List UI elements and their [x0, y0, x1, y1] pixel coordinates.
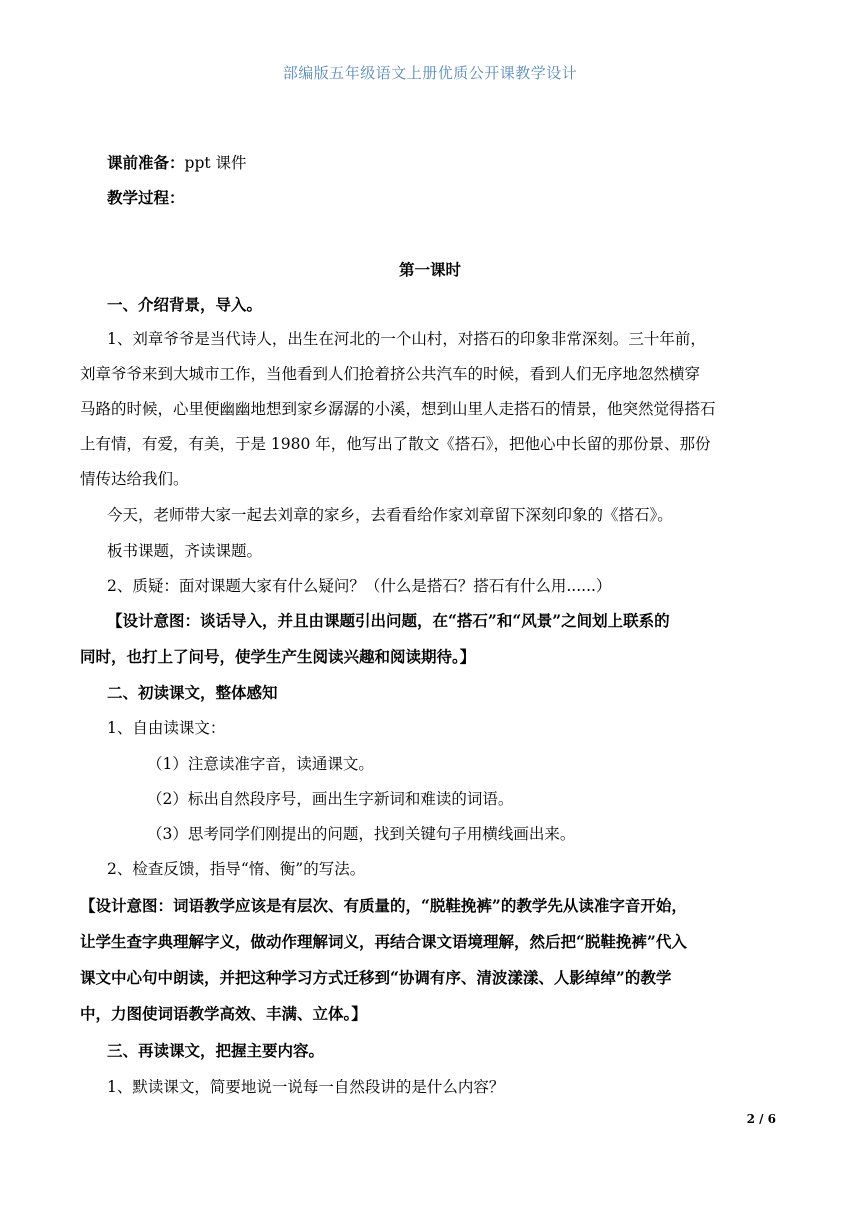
section1-p2: 今天，老师带大家一起去刘章的家乡，去看看给作家刘章留下深刻印象的《搭石》。: [107, 506, 673, 524]
section2-intent-line2: 让学生查字典理解字义，做动作理解词义，再结合课文语境理解，然后把“脱鞋挽裤”代入: [80, 932, 687, 951]
prep-value: ppt 课件: [184, 154, 247, 172]
section1-p1-line1: 1、刘章爷爷是当代诗人，出生在河北的一个山村，对搭石的印象非常深刻。三十年前，: [107, 330, 706, 348]
section1-intent-line1: 【设计意图：谈话导入，并且由课题引出问题，在“搭石”和“风景”之间划上联系的: [107, 611, 670, 630]
section1-p1-line3: 马路的时候，心里便幽幽地想到家乡潺潺的小溪，想到山里人走搭石的情景，他突然觉得搭石: [80, 400, 716, 418]
section3-heading: 三、再读课文，把握主要内容。: [107, 1041, 325, 1060]
section2-heading: 二、初读课文，整体感知: [107, 683, 278, 702]
prep-label: 课前准备：: [107, 153, 185, 172]
section2-intent-line3: 课文中心句中朗读，并把这种学习方式迁移到“协调有序、清波漾漾、人影绰绰”的教学: [80, 968, 672, 987]
section2-item2: 2、检查反馈，指导“惰、衡”的写法。: [107, 860, 366, 878]
prep-line: [107, 153, 247, 173]
section2-sub1: （1）注意读准字音，读通课文。: [147, 755, 374, 773]
section2-intent-line4: 中，力图使词语教学高效、丰满、立体。】: [80, 1004, 367, 1023]
page-header: 部编版五年级语文上册优质公开课教学设计: [282, 64, 578, 82]
process-label: 教学过程：: [107, 188, 185, 207]
section2-item1: 1、自由读课文：: [107, 719, 226, 737]
section1-p3: 板书课题，齐读课题。: [107, 542, 263, 560]
section1-p1-line2: 刘章爷爷来到大城市工作，当他看到人们抢着挤公共汽车的时候，看到人们无序地忽然横穿: [80, 365, 701, 383]
section1-p4: 2、质疑：面对课题大家有什么疑问？（什么是搭石？搭石有什么用......）: [107, 577, 612, 595]
section1-intent-line2: 同时，也打上了问号，使学生产生阅读兴趣和阅读期待。】: [80, 647, 476, 666]
section1-p1-line4: 上有情，有爱，有美，于是 1980 年，他写出了散文《搭石》，把他心中长留的那份景、那份: [80, 435, 711, 453]
section2-intent-line1: 【设计意图：词语教学应该是有层次、有质量的，“脱鞋挽裤”的教学先从读准字音开始，: [80, 896, 687, 915]
lesson-title: 第一课时: [398, 260, 461, 279]
section2-sub2: （2）标出自然段序号，画出生字新词和难读的词语。: [147, 790, 514, 808]
section1-heading: 一、介绍背景，导入。: [107, 295, 263, 314]
section1-p1-line5: 情传达给我们。: [80, 470, 189, 488]
section2-sub3: （3）思考同学们刚提出的问题，找到关键句子用横线画出来。: [147, 825, 576, 843]
section3-item1: 1、默读课文，简要地说一说每一自然段讲的是什么内容？: [107, 1078, 505, 1096]
page-number: 2 / 6: [746, 1112, 776, 1126]
